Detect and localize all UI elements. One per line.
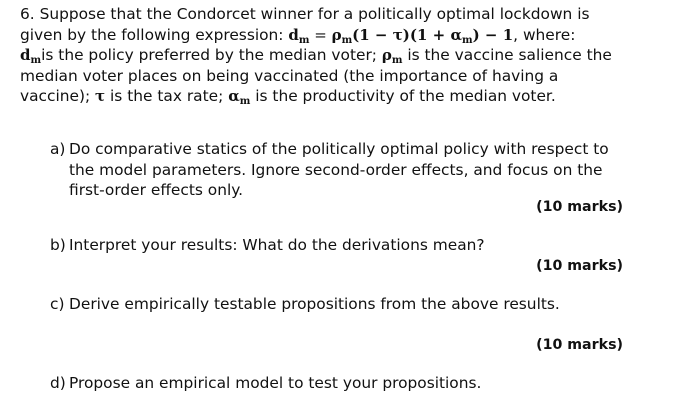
part-c-line-1: Derive empirically testable propositions from the above results.: [69, 295, 560, 313]
part-b-label: b): [50, 236, 66, 254]
part-b-marks: (10 marks): [536, 258, 623, 274]
part-d-line-1: Propose an empirical model to test your propositions.: [69, 374, 482, 392]
stem-line-3: $d_mis$ the policy preferred by the median voter; $\rho_m$ is the vaccine salience the: [20, 46, 612, 66]
part-a-marks: (10 marks): [536, 199, 623, 215]
part-c-label: c): [50, 295, 65, 313]
stem-line-2: given by the following expression: $d_m = \rho_m(1 - \tau)(1 + \alpha_m) - 1$, where:: [20, 25, 576, 46]
part-a-line-1: Do comparative statics of the politically optimal policy with respect to: [69, 140, 609, 158]
question-stem: [20, 4, 685, 107]
lockdown-equation: $d_m = \rho_m(1 - \tau)(1 + \alpha_m) - 1$: [288, 25, 514, 46]
part-c: [50, 294, 650, 315]
part-b-line-1: Interpret your results: What do the derivations mean?: [69, 236, 485, 254]
part-c-marks: (10 marks): [536, 337, 623, 353]
stem-line-4: median voter places on being vaccinated (the importance of having a: [20, 66, 559, 85]
stem-line-5: vaccine); τ is the tax rate; $\alpha_m$ is the productivity of the median voter.: [20, 87, 556, 107]
part-d: [50, 373, 650, 394]
part-b: [50, 235, 650, 256]
part-d-label: d): [50, 374, 66, 392]
part-a-line-3: first-order effects only.: [69, 181, 244, 199]
part-a-label: a): [50, 140, 66, 158]
stem-line-1: 6. Suppose that the Condorcet winner for a politically optimal lockdown is: [20, 5, 590, 23]
part-a-line-2: the model parameters. Ignore second-order effects, and focus on the: [69, 160, 603, 179]
part-a: [50, 139, 650, 201]
